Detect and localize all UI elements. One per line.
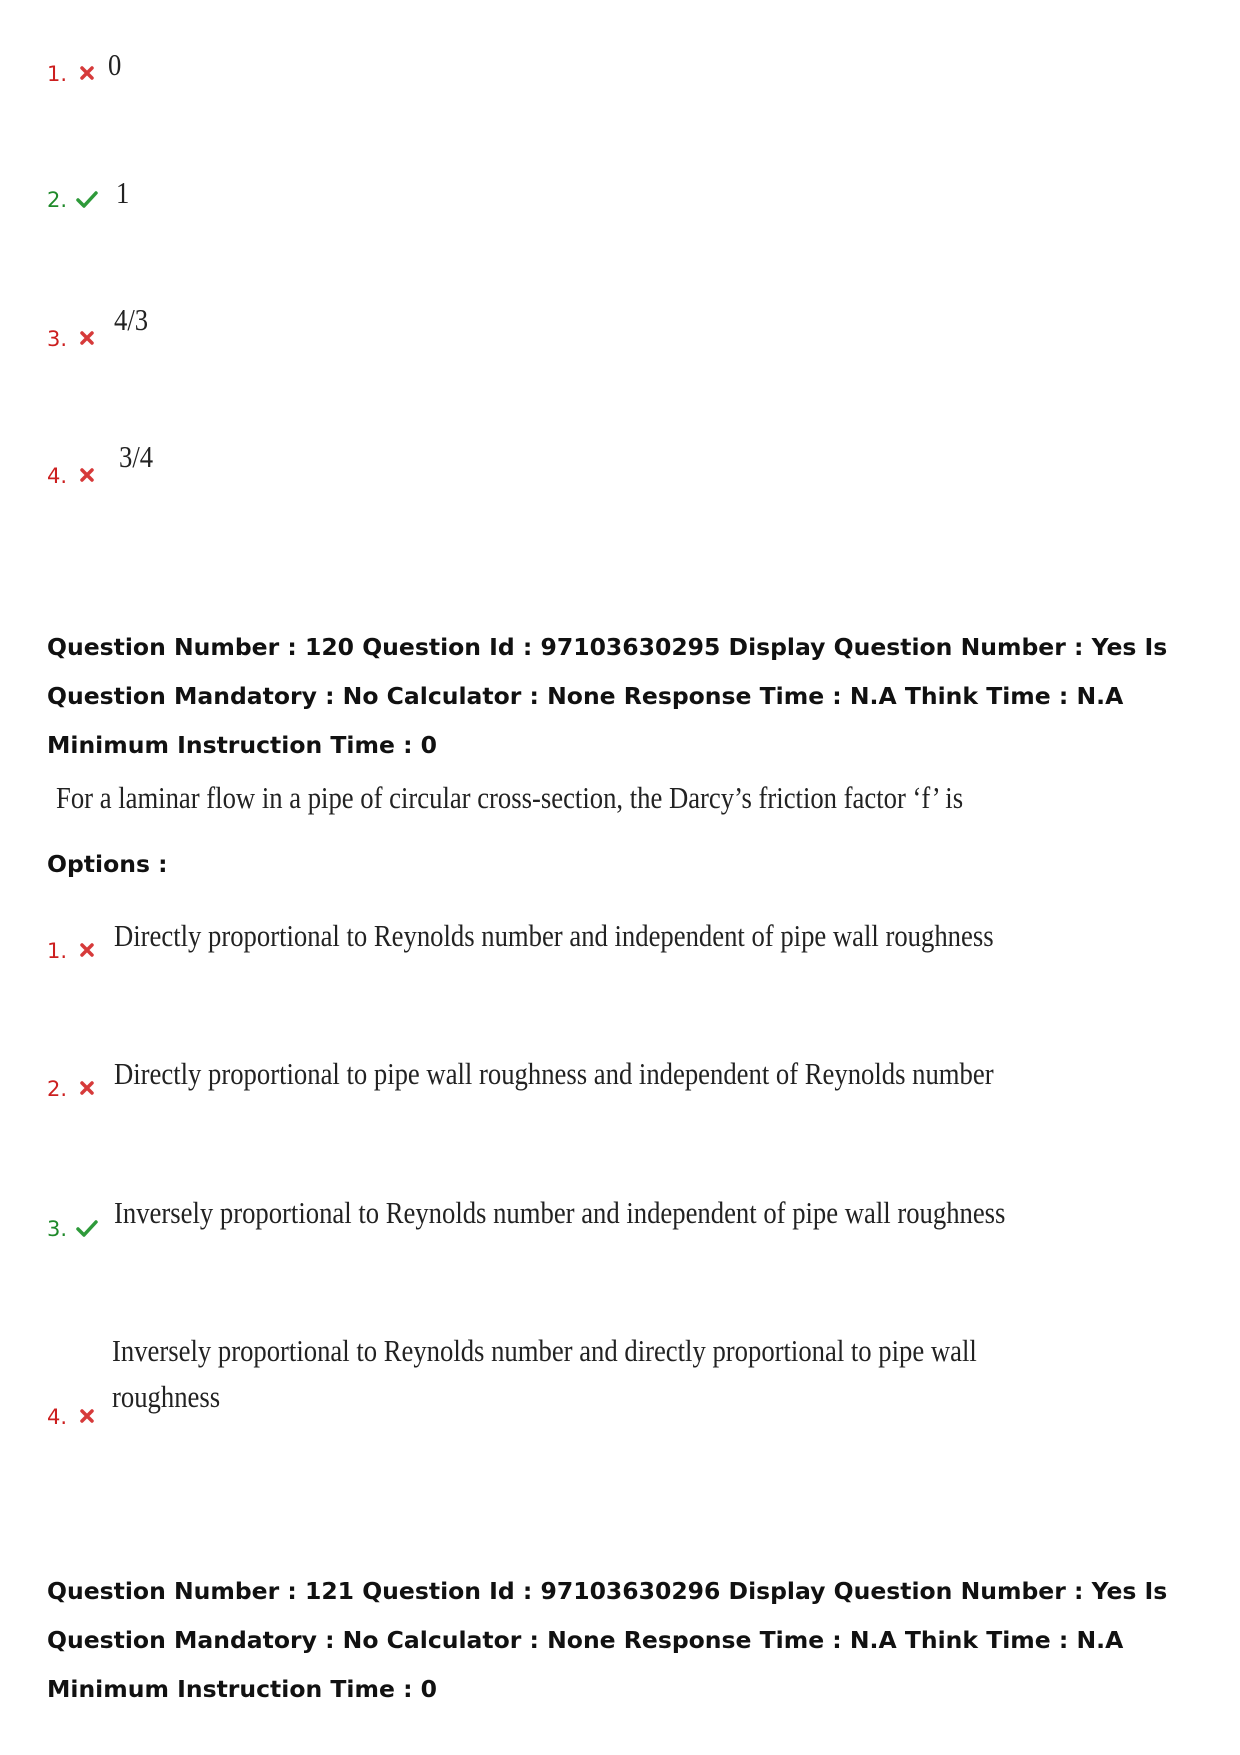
option-number: 2. (47, 188, 68, 212)
option-number: 3. (47, 327, 68, 351)
option-row (47, 327, 101, 351)
option-row (47, 939, 101, 963)
option-number: 1. (47, 939, 68, 963)
option-number: 3. (47, 1217, 68, 1241)
question-meta: Question Number : 120 Question Id : 97103630295 Display Question Number : Yes Is Question Mandatory : No Calculator : None Response Time : N.A Think Time : N.A Minimum Instruction Time : 0 (47, 633, 1168, 759)
option-row (47, 1077, 101, 1101)
option-text: 1 (116, 175, 130, 210)
option-row (47, 1217, 101, 1241)
option-row (47, 188, 101, 212)
option-row (47, 62, 101, 86)
option-text: Directly proportional to Reynolds number and independent of pipe wall roughness (114, 918, 994, 953)
option-text: Inversely proportional to Reynolds number and directly proportional to pipe wall roughness (112, 1333, 977, 1414)
option-row (47, 1405, 101, 1429)
option-number: 4. (47, 1405, 68, 1429)
option-text: Directly proportional to pipe wall roughness and independent of Reynolds number (114, 1056, 994, 1091)
check-icon (73, 1217, 101, 1241)
question-meta: Question Number : 121 Question Id : 97103630296 Display Question Number : Yes Is Question Mandatory : No Calculator : None Response Time : N.A Think Time : N.A Minimum Instruction Time : 0 (47, 1577, 1168, 1703)
option-text: 4/3 (114, 302, 149, 337)
option-row (47, 464, 101, 488)
option-number: 2. (47, 1077, 68, 1101)
cross-icon (73, 327, 101, 351)
option-text: 3/4 (119, 439, 154, 474)
cross-icon (73, 939, 101, 963)
option-text: 0 (108, 47, 122, 82)
options-label: Options : (47, 850, 168, 878)
option-number: 1. (47, 62, 68, 86)
question-stem: For a laminar flow in a pipe of circular cross-section, the Darcy’s friction factor ‘f’ is (56, 780, 964, 815)
option-number: 4. (47, 464, 68, 488)
option-text: Inversely proportional to Reynolds number and independent of pipe wall roughness (114, 1195, 1006, 1230)
cross-icon (73, 1405, 101, 1429)
check-icon (73, 188, 101, 212)
cross-icon (73, 1077, 101, 1101)
cross-icon (73, 464, 101, 488)
cross-icon (73, 62, 101, 86)
